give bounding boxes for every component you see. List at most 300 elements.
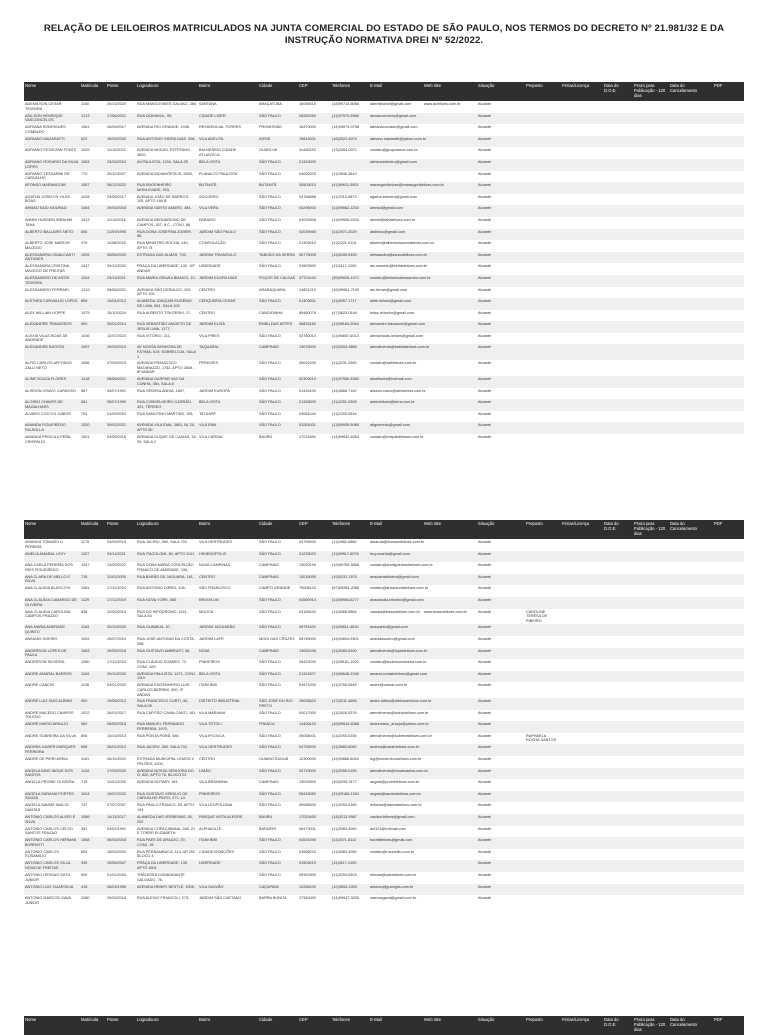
table-row: [24, 287, 744, 299]
table-cell[interactable]: atendimento@batistaleiloes.com.br: [370, 345, 430, 350]
table-cell[interactable]: [423, 217, 477, 229]
table-cell: [713, 659, 744, 671]
table-cell: RUA NOVA YORK, 685: [137, 597, 177, 602]
table-cell: BAURU: [259, 815, 273, 820]
table-cell: ADEMILSON CESAR TEIXEIRA: [25, 102, 62, 111]
table-cell: 08/06/2021: [107, 377, 127, 382]
table-cell[interactable]: alineflores@hotmail.com: [370, 377, 412, 382]
table-cell: 11/01/2005: [107, 574, 126, 579]
table-cell: 1219: [81, 287, 90, 292]
table-cell[interactable]: ahvasconcelos@gmail.com: [370, 113, 417, 118]
table-cell: 1005: [81, 252, 90, 257]
table-cell: 11/10/2016: [107, 217, 126, 222]
table-cell[interactable]: [423, 597, 477, 609]
table-cell: 03281001: [299, 423, 316, 428]
table-cell: 01239020: [299, 551, 316, 556]
table-cell[interactable]: [423, 636, 477, 648]
table-cell[interactable]: [423, 399, 477, 411]
table-cell[interactable]: ahmid@tahaleiloes.com.br: [370, 217, 416, 222]
table-cell: RUA CLÁUDIO SOARES, 72, CONJ. 620: [137, 660, 188, 669]
table-row: [24, 217, 744, 229]
table-cell[interactable]: [423, 744, 477, 756]
table-cell[interactable]: [423, 124, 477, 136]
column-header: Logradouro: [137, 521, 159, 526]
table-cell[interactable]: [423, 205, 477, 217]
table-cell[interactable]: [423, 376, 477, 388]
table-cell: [603, 837, 633, 849]
table-cell[interactable]: contato@anaclaudialeiloes.com.br: [370, 586, 429, 591]
table-cell[interactable]: [423, 263, 477, 275]
table-cell[interactable]: [423, 147, 477, 159]
table-cell: (41)99611-9501: [332, 183, 359, 188]
table-cell: [561, 872, 603, 884]
table-cell: SÃO PAULO: [259, 849, 281, 854]
table-cell: ANDRE SOBREIRA DA SILVA: [25, 733, 77, 738]
table-cell: 01503010: [299, 861, 316, 866]
table-cell: NOVA: [199, 648, 210, 653]
table-cell[interactable]: contato@anafigueiredoleiloes.com.br: [370, 563, 433, 568]
table-cell[interactable]: [423, 287, 477, 299]
table-cell[interactable]: [423, 756, 477, 768]
table-cell[interactable]: ataleilos@gmail.com: [370, 229, 406, 234]
table-cell[interactable]: levy.amelia@gmail.com: [370, 551, 410, 556]
table-cell[interactable]: [423, 849, 477, 861]
table-row: [24, 733, 744, 745]
table-cell: [525, 551, 561, 563]
table-cell[interactable]: www.acleiloes.com.br: [424, 102, 461, 106]
table-cell: [713, 826, 744, 838]
table-row: [24, 849, 744, 861]
table-cell: RUA DO HIPÓDROMO, 1141, SALA 54: [137, 609, 188, 619]
table-cell[interactable]: ale.ferrari@gmail.com: [370, 287, 408, 292]
table-cell[interactable]: [423, 648, 477, 660]
table-cell: ARAÇATUBA: [259, 102, 282, 106]
table-cell[interactable]: [423, 310, 477, 322]
table-cell: [525, 585, 561, 597]
table-cell: 04795000: [299, 745, 316, 750]
table-cell: LIBERDADE: [199, 264, 221, 269]
table-cell: (11)2971-2029: [332, 229, 357, 234]
table-cell: ASSIS: [259, 136, 271, 141]
table-cell: ANA CLAUDIA BLASCZYK: [25, 586, 71, 591]
table-cell[interactable]: [423, 171, 477, 183]
table-cell: 20/10/2020: [107, 102, 127, 106]
table-cell[interactable]: afigueiredo@gmail.com: [370, 423, 410, 428]
table-cell[interactable]: [423, 698, 477, 710]
table-cell[interactable]: [423, 411, 477, 423]
column-header: Cidade: [259, 83, 273, 88]
table-cell[interactable]: andre@cancin.com.br: [370, 683, 408, 688]
table-cell[interactable]: [423, 159, 477, 171]
table-cell: [633, 321, 669, 333]
table-cell: MOGI DAS CRUZES: [259, 636, 295, 641]
table-cell: [561, 698, 603, 710]
table-cell: [561, 399, 603, 411]
table-row: [24, 872, 744, 884]
table-cell: GUARUJÁ: [259, 148, 278, 153]
table-cell: CAMPINAS: [259, 345, 279, 350]
table-cell: [603, 791, 633, 803]
table-cell: Atuante: [478, 625, 492, 630]
table-cell[interactable]: agatha.leiloeira@gmail.com: [370, 194, 417, 199]
table-cell[interactable]: anaclaudia.leiloeira@gmail.com: [370, 597, 424, 602]
table-cell: (11)99906-0333: [332, 217, 359, 222]
table-cell[interactable]: anaquinto@gmail.com: [370, 625, 408, 630]
table-cell: VILA GERTRUDES: [199, 745, 232, 750]
table-cell[interactable]: alberto@albertomacedoleiloes.com.br: [370, 241, 435, 246]
table-cell: [603, 344, 633, 360]
table-cell[interactable]: [423, 388, 477, 400]
table-cell[interactable]: amanda@tomazelleiloes.com.br: [370, 540, 425, 544]
table-cell: [633, 802, 669, 814]
table-cell: AGATHA JOSELYN VILAS BOAS: [25, 194, 71, 204]
table-cell: [713, 860, 744, 872]
table-cell: [561, 585, 603, 597]
table-cell: [633, 659, 669, 671]
table-cell[interactable]: contato@andersonsilveira.com.br: [370, 660, 427, 665]
table-cell: [525, 860, 561, 872]
column-header: Nome: [25, 1017, 37, 1022]
table-cell: [669, 860, 713, 872]
table-cell: [633, 710, 669, 722]
table-row: [24, 321, 744, 333]
table-cell[interactable]: [423, 585, 477, 597]
table-cell: VILA VERA: [199, 206, 219, 211]
table-cell: [525, 194, 561, 206]
table-cell: [561, 624, 603, 636]
table-cell: [669, 422, 713, 434]
table-cell[interactable]: [423, 671, 477, 683]
table-cell: [713, 551, 744, 563]
table-cell: [669, 147, 713, 159]
table-cell[interactable]: atendimento@sobreiraleiloes.com.br: [370, 733, 432, 738]
table-cell: [603, 551, 633, 563]
table-cell[interactable]: adriano.mazaratti@yahoo.com.br: [370, 136, 427, 141]
table-cell: VILA EMA: [199, 423, 217, 428]
table-cell: [603, 574, 633, 586]
table-cell: [561, 682, 603, 698]
table-cell: 05503010: [299, 183, 316, 188]
table-cell[interactable]: [423, 422, 477, 434]
table-cell: Atuante: [478, 683, 492, 688]
table-cell: [603, 171, 633, 183]
table-cell[interactable]: angela@proineleiloes.com.br: [370, 780, 420, 785]
table-cell[interactable]: [423, 802, 477, 814]
table-cell[interactable]: casilva.leiloes@gmail.com: [370, 815, 415, 820]
table-cell: ANA CLAUDIA CAROLINA CAMPOS FRAZAO: [25, 609, 71, 619]
table-cell: [525, 287, 561, 299]
table-cell: [525, 344, 561, 360]
table-cell: JARDIM SÃO CAETANO: [199, 896, 242, 901]
table-cell[interactable]: contato@leiloeiroalessandro.com.br: [370, 275, 431, 280]
table-cell: 415: [81, 884, 88, 889]
table-cell: AMANDA FIGUEIREDO FALSOLLA: [25, 423, 66, 432]
table-row: [24, 551, 744, 563]
table-cell[interactable]: atendimento@lopesleiloes.com.br: [370, 648, 428, 653]
table-cell: [669, 624, 713, 636]
table-cell[interactable]: adrianaconrado@gmail.com: [370, 125, 418, 130]
table-cell: JARDIM EUROPA: [199, 388, 230, 393]
table-cell: 03081040: [299, 411, 316, 416]
table-cell[interactable]: [423, 136, 477, 148]
table-cell[interactable]: andre.albino@albinoservicos.com.br: [370, 699, 432, 704]
table-cell: [633, 562, 669, 574]
table-cell[interactable]: angela@saraivaleiloes.com.br: [370, 791, 421, 796]
table-cell: [713, 710, 744, 722]
table-cell: 13/10/2013: [107, 733, 127, 738]
table-row: [24, 562, 744, 574]
table-cell[interactable]: [423, 434, 477, 446]
table-cell[interactable]: [423, 837, 477, 849]
table-cell[interactable]: atendimento@inouesantos.com.br: [370, 768, 428, 773]
table-cell: [525, 710, 561, 722]
table-cell: RUA ALBERTO TOKORSKI, 17,: [137, 310, 192, 315]
table-row: [24, 802, 744, 814]
table-cell[interactable]: [423, 779, 477, 791]
table-row: [24, 721, 744, 733]
table-cell: [525, 756, 561, 768]
table-cell[interactable]: www.frazaoleiloes.com.br: [424, 609, 468, 614]
table-cell: [561, 321, 603, 333]
table-cell: Atuante: [478, 310, 492, 315]
table-cell: VILA BRANDINA: [199, 780, 228, 785]
table-cell[interactable]: ananiassoeiro@gmail.com: [370, 636, 415, 641]
table-cell: (12)3653-1000: [332, 884, 357, 889]
table-cell[interactable]: [423, 710, 477, 722]
table-cell[interactable]: alisson.cravo@aleiloeiros.com.br: [370, 388, 426, 393]
table-cell: Atuante: [478, 125, 492, 130]
table-cell[interactable]: antenleiloes@terra.com.br: [370, 400, 415, 405]
table-cell: 15/03/2000: [107, 849, 127, 854]
table-cell: 17/12/2024: [107, 660, 127, 665]
table-cell[interactable]: andrea@xavierleiloes.com.br: [370, 745, 420, 750]
table-cell[interactable]: [423, 682, 477, 698]
table-cell[interactable]: [423, 826, 477, 838]
table-cell: BAURU: [259, 435, 273, 439]
table-cell: RUA GUAMIUA, 67,: [137, 625, 171, 630]
table-section-1: [24, 82, 744, 446]
table-cell[interactable]: [423, 344, 477, 360]
table-cell[interactable]: [423, 721, 477, 733]
table-cell: ALOISIO CHAVES DE MAGALHAES: [25, 400, 63, 409]
table-cell: [603, 884, 633, 896]
table-cell: 24/09/2019: [107, 540, 127, 544]
table-cell[interactable]: antonio@guariglia.com.br: [370, 884, 414, 889]
table-cell: 01311927: [299, 671, 316, 676]
table-cell: [669, 263, 713, 275]
table-cell[interactable]: claudia@frazaoleiloes.com.br: [370, 609, 420, 614]
table-cell[interactable]: [423, 551, 477, 563]
table-cell: [633, 275, 669, 287]
table-cell[interactable]: [369, 411, 423, 423]
table-row: [24, 768, 744, 780]
column-header: Web Site: [424, 1017, 441, 1022]
table-cell: CENTRO: [199, 574, 216, 579]
table-cell: 04766898: [299, 194, 316, 199]
table-cell[interactable]: [423, 860, 477, 872]
table-row: [24, 399, 744, 411]
table-cell: [633, 217, 669, 229]
table-cell: 604: [81, 849, 88, 854]
table-cell: [669, 721, 713, 733]
table-cell[interactable]: borattileiloes@gmail.com: [370, 838, 413, 843]
table-cell: [525, 574, 561, 586]
table-cell: Atuante: [478, 815, 492, 820]
table-cell[interactable]: mg@smservicosleiloes.com.br: [370, 757, 422, 762]
table-cell: 29/03/2018: [107, 206, 127, 211]
table-cell: 987: [81, 388, 88, 393]
table-cell[interactable]: alexandre.travassos@gmail.com: [370, 322, 426, 327]
table-cell[interactable]: ahmad@gmail.com: [370, 206, 403, 211]
table-cell: [561, 388, 603, 400]
table-cell[interactable]: [423, 360, 477, 376]
table-cell[interactable]: [423, 624, 477, 636]
table-cell[interactable]: amaral.contatoleiloes@gmail.com: [370, 671, 428, 676]
table-cell[interactable]: [423, 791, 477, 803]
table-cell: [603, 434, 633, 446]
table-cell: [633, 263, 669, 275]
table-cell[interactable]: adrianoleiloeiro@gmail.com: [370, 159, 417, 164]
table-cell[interactable]: [423, 321, 477, 333]
table-cell[interactable]: contato@grupolance.com.br: [370, 148, 418, 153]
table-cell: [669, 217, 713, 229]
table-cell: [713, 434, 744, 446]
table-cell[interactable]: atendimento@toledoleiloes.com.br: [370, 710, 429, 715]
table-cell[interactable]: [423, 814, 477, 826]
table-cell[interactable]: contato@zallileiloes.com.br: [370, 361, 417, 366]
table-cell[interactable]: [423, 659, 477, 671]
table-cell: [633, 136, 669, 148]
table-cell: CAMPINAS: [259, 648, 279, 653]
table-cell: [603, 124, 633, 136]
table-cell: [525, 837, 561, 849]
table-cell: [561, 229, 603, 241]
table-cell[interactable]: [423, 895, 477, 907]
table-cell: ALPHAVILLE: [199, 826, 222, 831]
table-cell: ANTONIO CARLOS VILLA NOVA DE FREITAS: [25, 861, 71, 870]
table-row: [24, 376, 744, 388]
table-cell: 979: [81, 241, 88, 246]
table-cell[interactable]: [423, 275, 477, 287]
table-cell: [603, 895, 633, 907]
table-cell[interactable]: [423, 252, 477, 264]
table-cell[interactable]: alexiavboas.leiloes@gmail.com: [370, 333, 424, 338]
table-cell[interactable]: [369, 171, 423, 183]
table-cell: [561, 597, 603, 609]
table-cell: (11)3083-3050: [332, 826, 357, 831]
table-cell: SÃO PAULO: [259, 768, 281, 773]
table-cell: Atuante: [478, 377, 492, 382]
table-cell[interactable]: [423, 768, 477, 780]
table-cell: 13076000: [299, 345, 316, 350]
table-cell[interactable]: marcosgava@gmail.com.br: [370, 896, 417, 901]
table-cell: [561, 659, 603, 671]
table-cell[interactable]: ale.macedo@freitasleiloes.com.br: [370, 264, 428, 269]
table-cell: [603, 136, 633, 148]
table-cell: BELA VISTA: [199, 159, 221, 164]
table-cell: [561, 837, 603, 849]
table-cell: [525, 136, 561, 148]
table-cell: EMBU DAS ARTES: [259, 322, 293, 327]
table-cell: Atuante: [478, 333, 492, 338]
table-cell: [669, 333, 713, 345]
table-cell[interactable]: [423, 194, 477, 206]
table-cell[interactable]: marangonileiloes@marangonileiloes.com.br: [370, 183, 444, 188]
table-cell: [633, 422, 669, 434]
table-cell[interactable]: anaclaraleiloeira@gmail.com: [370, 574, 419, 579]
table-cell: [525, 597, 561, 609]
table-cell[interactable]: ademilsonct@gmail.com: [370, 102, 412, 106]
table-cell: 12/07/2023: [107, 333, 127, 338]
table-cell[interactable]: acf123@hotmail.com: [370, 826, 406, 831]
table-cell: CAMPO GRANDE: [259, 586, 291, 591]
table-cell: [669, 399, 713, 411]
table-cell: [633, 229, 669, 241]
table-cell: AVENIDA VILA EMA, 3881, BL 20, APTO 80: [137, 423, 196, 432]
table-row: [24, 113, 744, 125]
table-cell[interactable]: andremario_araujo@yahoo.com.br: [370, 722, 429, 727]
table-cell: [713, 376, 744, 388]
table-cell[interactable]: sheraa@satoleiloes.com.br: [370, 873, 417, 877]
table-cell[interactable]: [423, 574, 477, 586]
table-cell: RUA SEBASTIÃO ANCIETO DE JESUS LIMA, 1177,: [137, 322, 192, 331]
table-cell: 851: [81, 400, 88, 405]
table-cell: [713, 287, 744, 299]
table-cell: [561, 333, 603, 345]
table-cell[interactable]: leilao.leiloeiro@gmail.com: [370, 310, 415, 315]
table-cell[interactable]: [423, 298, 477, 310]
table-cell: [603, 624, 633, 636]
table-cell: 01403001: [299, 299, 316, 304]
table-cell: [525, 422, 561, 434]
table-cell[interactable]: [423, 872, 477, 884]
table-cell[interactable]: [423, 229, 477, 241]
table-cell[interactable]: alessandra@santosleiloes.com.br: [370, 252, 428, 257]
table-cell: Atuante: [478, 299, 492, 304]
table-cell: 22/09/2010: [107, 609, 127, 614]
table-cell[interactable]: contato@crispaldileiloes.com.br: [370, 435, 424, 439]
table-cell: (19)3295-9177: [332, 780, 357, 785]
table-cell[interactable]: contato@rosamilio.com.br: [370, 849, 415, 854]
table-cell: [633, 837, 669, 849]
table-cell[interactable]: [423, 333, 477, 345]
table-cell: SÃO PAULO: [259, 377, 281, 382]
table-cell: ANTONIO LUIZ GUARIGLIA: [25, 884, 74, 889]
table-cell: ADRIANO PIOVEZAN FONTE: [25, 148, 77, 153]
table-cell: [561, 194, 603, 206]
table-cell: [669, 636, 713, 648]
table-cell[interactable]: [423, 113, 477, 125]
table-cell: RUA PERNAMBUCA, 113, AP 202 BLOCO 3: [137, 849, 196, 859]
table-cell: Atuante: [478, 217, 492, 222]
table-cell: 1164: [81, 671, 90, 676]
table-cell: [669, 229, 713, 241]
table-cell: 26/03/1996: [107, 884, 127, 889]
table-cell: 1129: [81, 597, 90, 602]
table-cell: LIBERDADE: [199, 861, 221, 866]
table-cell: 17020450: [299, 815, 316, 820]
table-cell: CIDADE MONÇÕES: [199, 849, 235, 854]
table-cell: [525, 659, 561, 671]
table-cell: 05791100: [299, 625, 316, 630]
table-cell[interactable]: leiloeira@dantasleiloes.com.br: [370, 803, 422, 808]
table-cell: ANANIAS SOEIRO: [25, 636, 58, 641]
table-cell[interactable]: [369, 860, 423, 872]
table-cell[interactable]: [423, 539, 477, 551]
table-cell[interactable]: aleth.leiloes@gmail.com: [370, 299, 412, 304]
table-cell: AVENIDA NOTARY, 181,: [137, 780, 179, 785]
table-cell[interactable]: [423, 884, 477, 896]
